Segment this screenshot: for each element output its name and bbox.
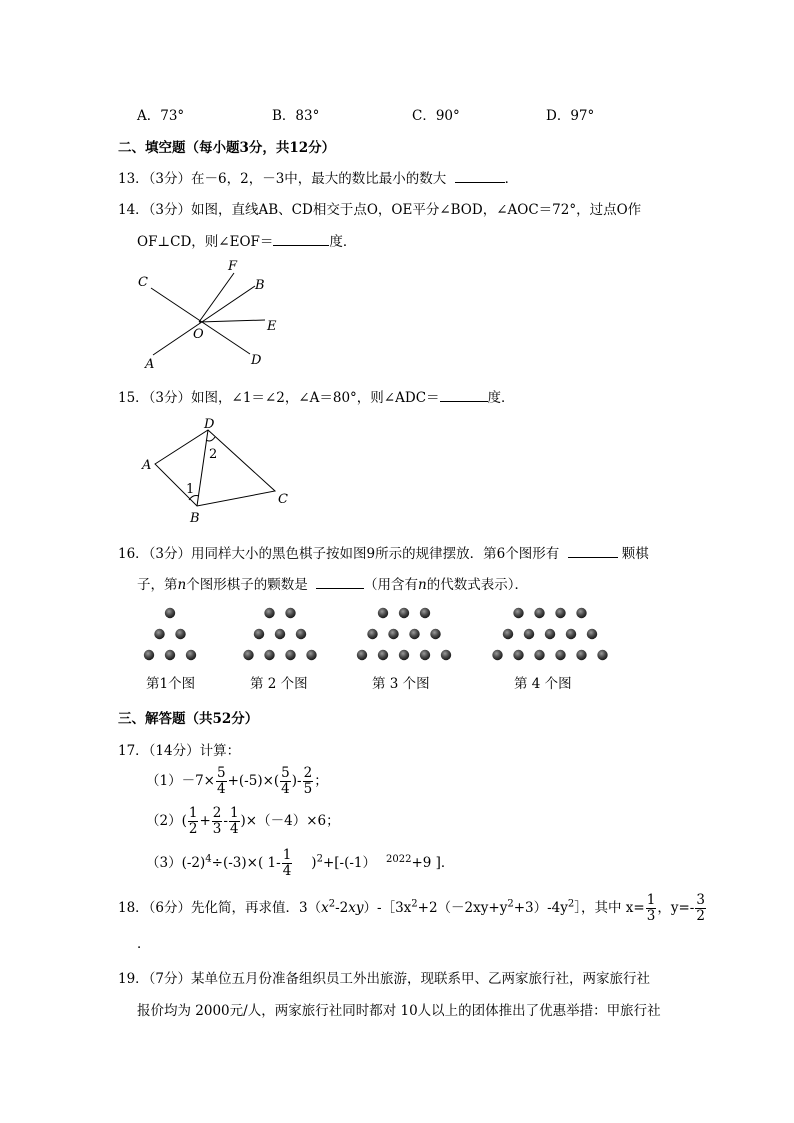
chess-piece bbox=[399, 650, 409, 660]
fraction-2-3: $\frac{2}{3}$ bbox=[212, 805, 222, 837]
chess-piece bbox=[399, 608, 409, 618]
chess-piece bbox=[420, 608, 430, 618]
q18-d: +3）-4y bbox=[513, 900, 568, 916]
q17-3-a: (-2) bbox=[181, 855, 206, 871]
chess-piece bbox=[492, 650, 502, 660]
ray-of bbox=[199, 273, 234, 322]
q16-var-n: n bbox=[177, 577, 187, 593]
q14-figure bbox=[130, 258, 290, 373]
q17-1-label: （1） bbox=[146, 773, 182, 789]
chess-piece bbox=[566, 629, 576, 639]
question-19-line2: 报价均为 2000元/人，两家旅行社同时都对 10人以上的团体推出了优惠举措：甲旅行社 bbox=[137, 1003, 661, 1019]
q18-c: +2（－2xy+y bbox=[417, 900, 508, 916]
fraction-y-3-2: $\frac{3}{2}$ bbox=[696, 892, 705, 924]
chess-piece bbox=[357, 650, 367, 660]
label-c: C bbox=[278, 492, 288, 507]
chess-piece bbox=[186, 650, 196, 660]
q17-3-b: ÷(-3)×( 1- bbox=[211, 855, 281, 871]
label-b: B bbox=[190, 511, 200, 526]
q17-3-c: ) bbox=[311, 855, 317, 871]
q15-unit: 度． bbox=[487, 390, 515, 406]
label-f: F bbox=[228, 259, 238, 274]
question-15 bbox=[118, 386, 515, 406]
dot-figure-4 bbox=[492, 608, 607, 660]
fraction-5-4: $\frac{5}{4}$ bbox=[217, 765, 226, 797]
q16-caption-1: 第1个图 bbox=[146, 676, 196, 692]
q18-tail: ． bbox=[137, 936, 151, 952]
q12-option-c: C．90° bbox=[412, 108, 460, 124]
q18-b: ）-［3x bbox=[363, 900, 412, 916]
chess-piece bbox=[378, 608, 388, 618]
label-a: A bbox=[145, 357, 155, 372]
chess-piece bbox=[285, 608, 295, 618]
chess-piece bbox=[367, 629, 377, 639]
q17-part2 bbox=[146, 806, 340, 837]
q17-3-exp3: 2022 bbox=[386, 853, 412, 865]
chess-piece bbox=[534, 608, 544, 618]
section2-title: 二、填空题（每小题3分，共12分） bbox=[118, 140, 336, 156]
chess-piece bbox=[420, 650, 430, 660]
chess-piece bbox=[441, 650, 451, 660]
chess-piece bbox=[503, 629, 513, 639]
q12-option-a: A．73° bbox=[137, 108, 185, 124]
chess-piece bbox=[285, 650, 295, 660]
chess-piece bbox=[513, 608, 523, 618]
fraction-1-2: $\frac{1}{2}$ bbox=[188, 805, 198, 837]
question-16-line2 bbox=[137, 573, 528, 593]
chess-piece bbox=[165, 650, 175, 660]
chess-piece bbox=[587, 629, 597, 639]
q14-line2-text: OF⊥CD，则∠EOF＝ bbox=[137, 234, 274, 250]
q17-3-exp1: 4 bbox=[205, 853, 212, 865]
chess-piece bbox=[264, 650, 274, 660]
q17-part1: （1）－7× $\frac{5}{4}$ +(-5)×( $\frac{5}{4}$ )- $\frac{2}{5}$ ； bbox=[146, 765, 328, 797]
q16-caption-2: 第 2 个图 bbox=[250, 676, 308, 692]
q17-2-a: ( bbox=[181, 813, 187, 829]
q16-caption-3: 第 3 个图 bbox=[372, 676, 430, 692]
label-d: D bbox=[251, 353, 262, 368]
label-o: O bbox=[193, 327, 204, 342]
chess-piece bbox=[545, 629, 555, 639]
q16-text-6: 的代数式表示）． bbox=[426, 577, 528, 593]
q16-text-2: 颗棋 bbox=[621, 546, 649, 562]
q14-unit: 度． bbox=[329, 234, 357, 250]
fraction-1-4b: $\frac{1}{4}$ bbox=[282, 847, 292, 879]
angle-1-label: 1 bbox=[186, 482, 195, 497]
section3-title: 三、解答题（共52分） bbox=[118, 711, 259, 727]
q16-answer-blank-2[interactable] bbox=[316, 575, 364, 589]
q17-2-c: - bbox=[223, 813, 228, 829]
question-16-line1 bbox=[118, 542, 649, 562]
chess-piece bbox=[430, 629, 440, 639]
chess-piece bbox=[154, 629, 164, 639]
q15-text: 15．（3分）如图，∠1＝∠2，∠A＝80°，则∠ADC＝ bbox=[118, 390, 440, 406]
q17-1-d: ； bbox=[314, 773, 328, 789]
chess-piece bbox=[144, 650, 154, 660]
q15-answer-blank[interactable] bbox=[440, 388, 488, 402]
ray-oe bbox=[199, 320, 265, 322]
q17-3-d: +[-(-1） bbox=[322, 855, 376, 871]
q17-part3 bbox=[146, 848, 454, 879]
chess-piece bbox=[254, 629, 264, 639]
chess-piece bbox=[524, 629, 534, 639]
fraction-x-1-3: $\frac{1}{3}$ bbox=[646, 892, 656, 924]
chess-piece bbox=[275, 629, 285, 639]
q15-figure bbox=[135, 414, 295, 526]
dot-figure-1 bbox=[144, 608, 196, 660]
question-18: 18．（6分）先化简，再求值．$3(x^2-2xy)-[3x^2+2(-2xy+y^2+3)-4y^2]$，其中 x= $\frac{1}{3}$ ，y=- $\frac{3}{2}$ bbox=[118, 892, 705, 924]
chess-piece bbox=[513, 650, 523, 660]
chess-piece bbox=[576, 650, 586, 660]
chess-piece bbox=[264, 608, 274, 618]
q18-e: ］，其中 x= bbox=[574, 900, 645, 916]
q14-answer-blank[interactable] bbox=[273, 232, 329, 246]
fraction-1-4: $\frac{1}{4}$ bbox=[229, 805, 239, 837]
label-b: B bbox=[255, 278, 265, 293]
label-e: E bbox=[267, 319, 277, 334]
question-19-line1: 19．（7分）某单位五月份准备组织员工外出旅游，现联系甲、乙两家旅行社，两家旅行社 bbox=[118, 971, 651, 987]
q17-3-e: +9 ]． bbox=[411, 855, 455, 871]
q16-text-3: 子，第 bbox=[137, 577, 178, 593]
q16-var-n-2: n bbox=[418, 577, 427, 593]
q17-2-b: + bbox=[199, 813, 211, 829]
q16-dot-figures bbox=[130, 600, 630, 666]
chess-piece bbox=[555, 608, 565, 618]
chess-piece bbox=[165, 608, 175, 618]
q17-2-d: )×（－4）×6； bbox=[240, 813, 340, 829]
q16-caption-4: 第 4 个图 bbox=[514, 676, 572, 692]
q17-1-b: +(-5)×( bbox=[227, 773, 280, 789]
label-a: A bbox=[142, 458, 152, 473]
angle-2-label: 2 bbox=[209, 447, 218, 462]
chess-piece bbox=[409, 629, 419, 639]
fraction-2-5: $\frac{2}{5}$ bbox=[303, 765, 313, 797]
chess-piece bbox=[296, 629, 306, 639]
chess-piece bbox=[306, 650, 316, 660]
fraction-neg-5-4: $\frac{5}{4}$ bbox=[281, 765, 290, 797]
q18-f: ，y=- bbox=[657, 900, 695, 916]
q13-answer-blank[interactable] bbox=[455, 169, 505, 183]
dot-figure-2 bbox=[243, 608, 316, 660]
dot-pattern-group bbox=[144, 608, 608, 660]
q17-1-c: ) bbox=[291, 773, 298, 789]
q13-text: 13．（3分）在－6，2，－3中，最大的数比最小的数大 bbox=[118, 171, 447, 187]
question-13: 13．（3分）在－6，2，－3中，最大的数比最小的数大 ． bbox=[118, 171, 519, 187]
dot-figure-3 bbox=[357, 608, 451, 660]
q18-a: 18．（6分）先化简，再求值．3（ bbox=[118, 900, 322, 916]
q16-text-1: 16．（3分）用同样大小的黑色棋子按如图9所示的规律摆放．第6个图形有 bbox=[118, 546, 560, 562]
chess-piece bbox=[597, 650, 607, 660]
chess-piece bbox=[243, 650, 253, 660]
q16-answer-blank-1[interactable] bbox=[568, 544, 618, 558]
q17-1-a: －7× bbox=[181, 773, 215, 789]
label-d: D bbox=[204, 417, 215, 432]
label-c: C bbox=[138, 275, 148, 290]
question-14-line2 bbox=[137, 230, 356, 250]
diagonal-bd bbox=[197, 430, 208, 506]
q17-3-exp2: 2 bbox=[316, 853, 323, 865]
chess-piece bbox=[576, 608, 586, 618]
question-14-line1: 14．（3分）如图，直线AB、CD相交于点O，OE平分∠BOD，∠AOC＝72°，过点O作 bbox=[118, 202, 642, 218]
chess-piece bbox=[378, 650, 388, 660]
quadrilateral-abcd bbox=[155, 430, 275, 506]
q17-3-label: （3） bbox=[146, 855, 182, 871]
q17-2-label: （2） bbox=[146, 813, 182, 829]
q12-option-d: D．97° bbox=[546, 108, 595, 124]
chess-piece bbox=[555, 650, 565, 660]
q16-text-4: 个图形棋子的颗数是 bbox=[186, 577, 308, 593]
chess-piece bbox=[388, 629, 398, 639]
q16-text-5: （用含有 bbox=[364, 577, 418, 593]
chess-piece bbox=[175, 629, 185, 639]
question-17-title: 17．（14分）计算： bbox=[118, 743, 241, 759]
chess-piece bbox=[534, 650, 544, 660]
q12-option-b: B．83° bbox=[272, 108, 320, 124]
